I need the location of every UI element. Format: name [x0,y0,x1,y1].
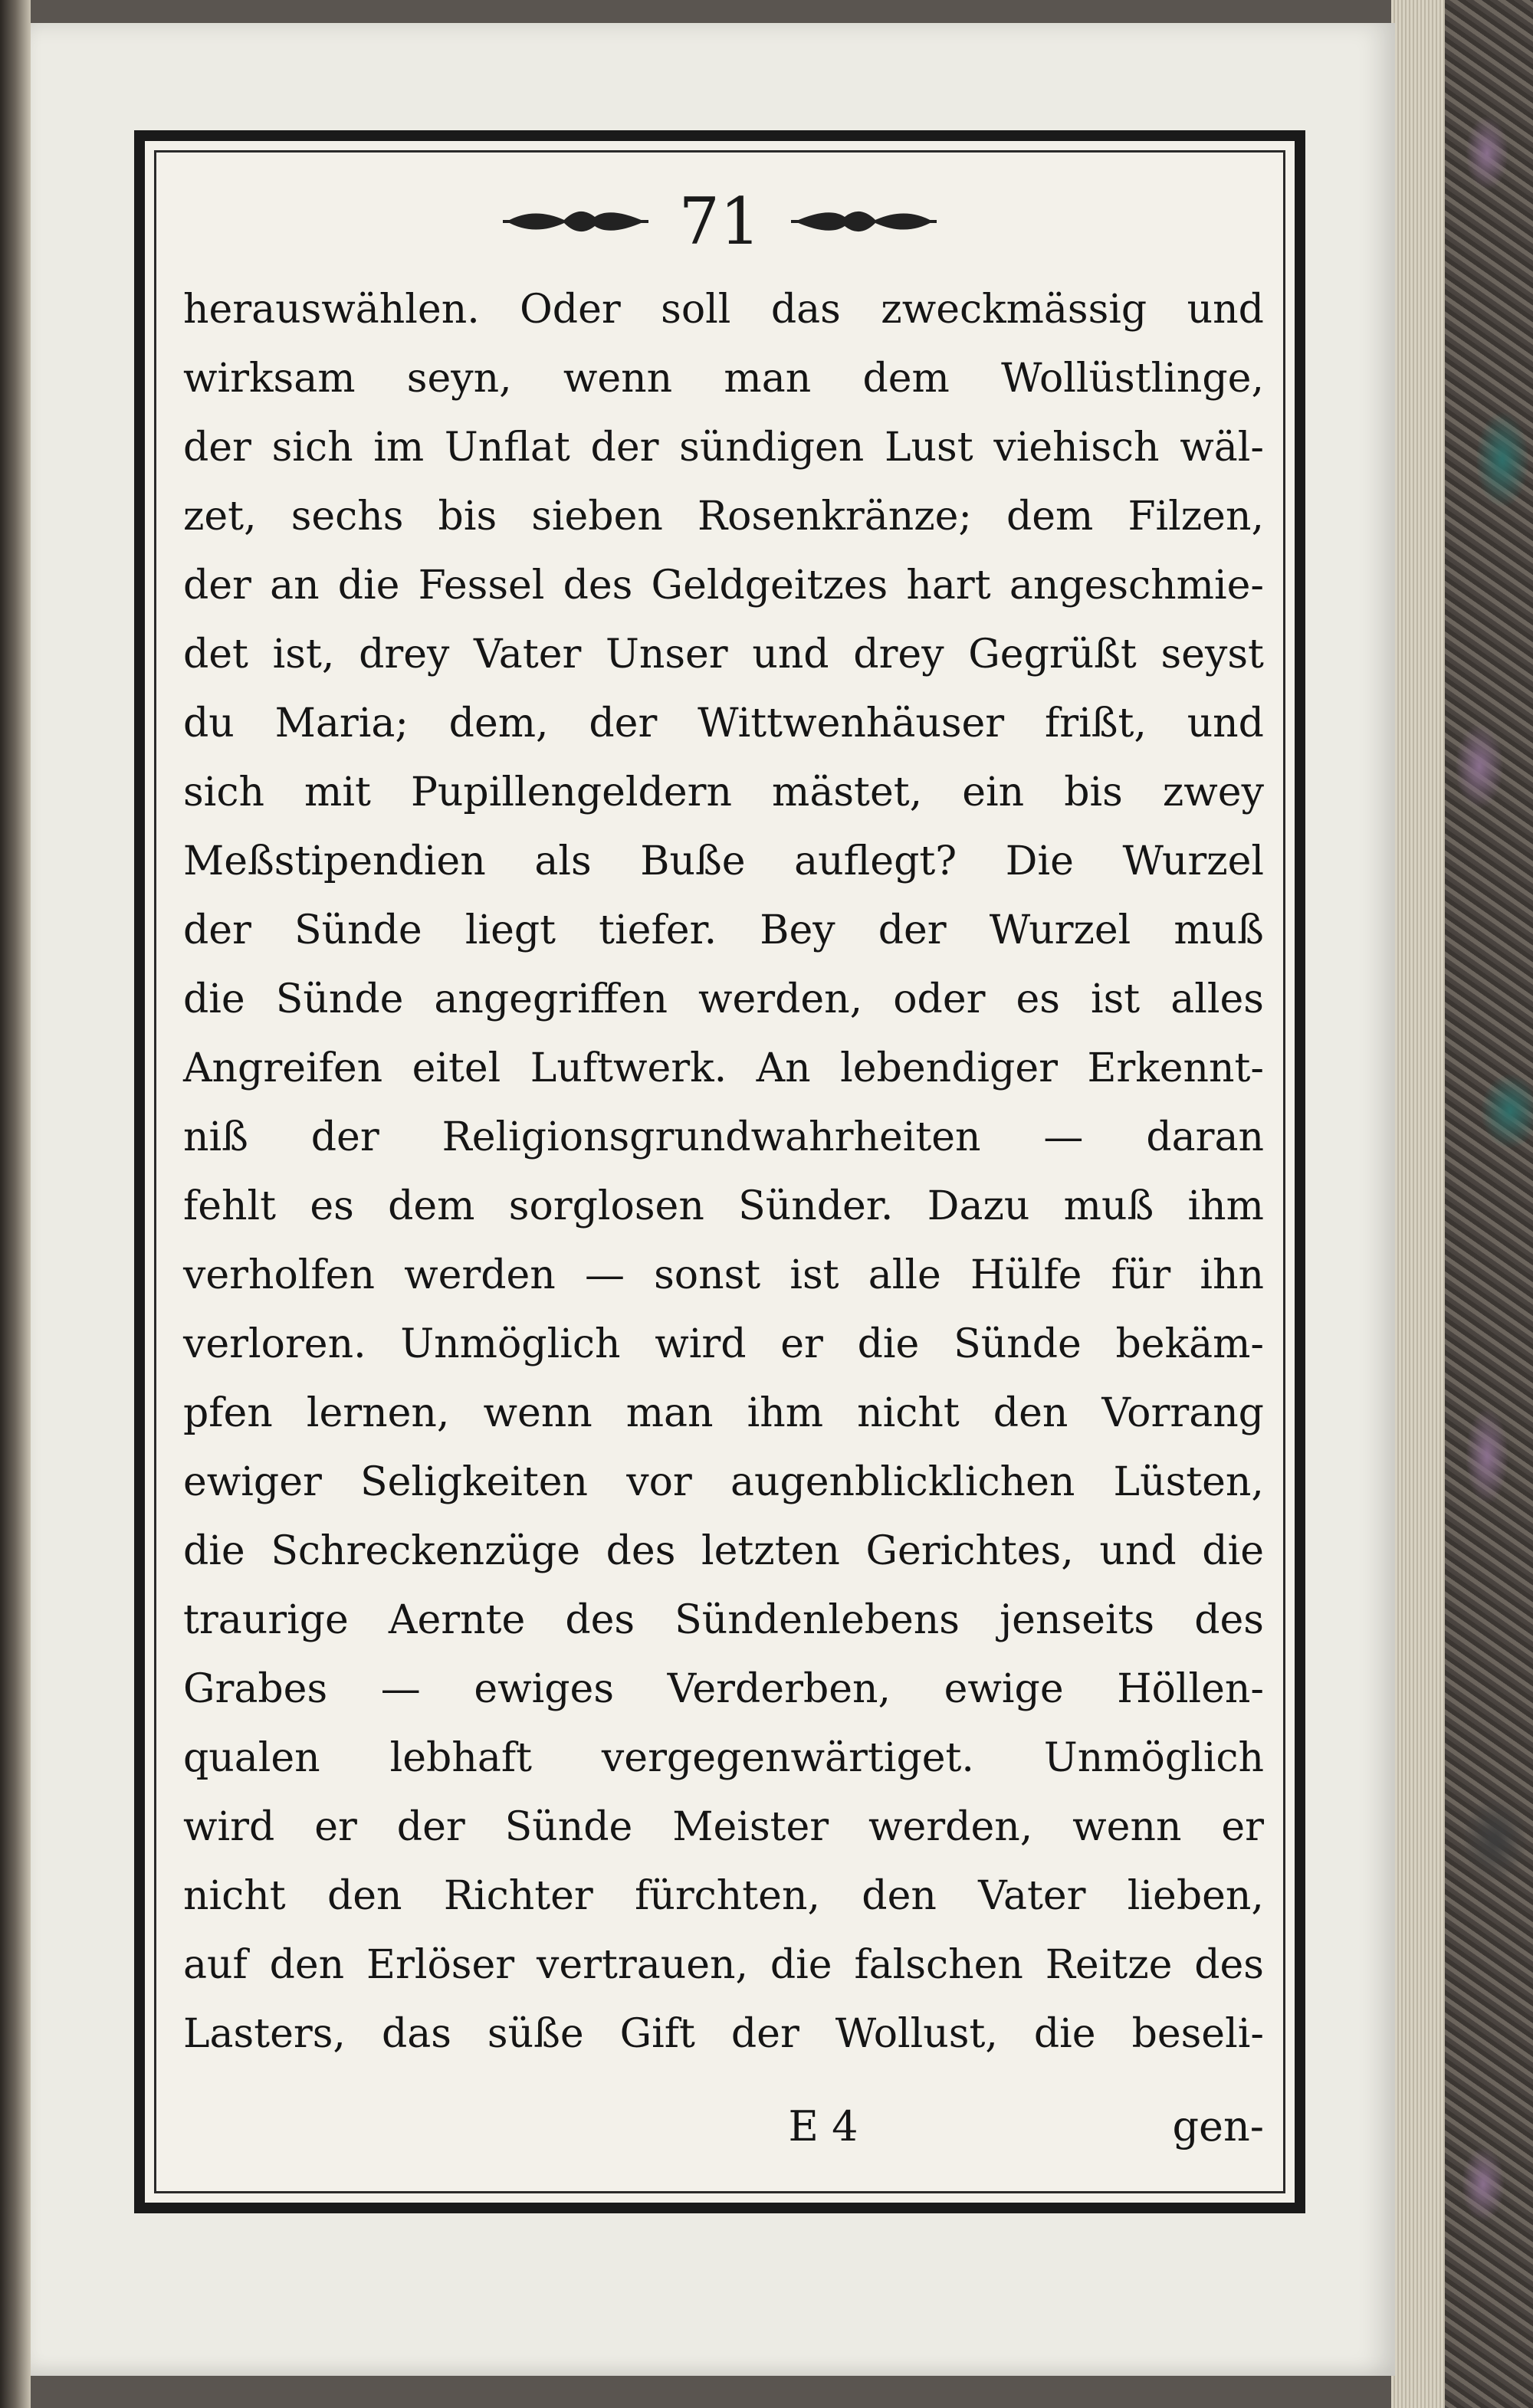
word: und [1187,700,1264,746]
word: des [606,1528,676,1574]
word: Verderben, [667,1666,891,1712]
word: Geldgeitzes [651,563,888,609]
text-line [183,758,1264,827]
word: Meister [672,1804,829,1850]
word: werden [404,1252,556,1298]
word: Gerichtes, [865,1528,1074,1574]
word: Angreifen [183,1045,383,1091]
text-line [183,1517,1264,1586]
word: an [270,563,320,609]
word: Vater [474,632,582,677]
word: wirksam [183,356,356,402]
word: det [183,632,248,677]
word: Grabes [183,1666,328,1712]
word: Religionsgrundwahrheiten [442,1114,981,1160]
word: Richter [443,1873,593,1919]
word: jenseits [1000,1597,1155,1643]
word: lebendiger [840,1045,1058,1091]
word: angeschmie- [1009,563,1264,609]
word: alles [1170,976,1264,1022]
word: Sünde [954,1321,1082,1367]
word: Vater [978,1873,1086,1919]
word: Lust [885,425,973,471]
word: bis [1064,769,1123,815]
word: mit [304,769,371,815]
word: vor [626,1459,692,1505]
word: sonst [654,1252,761,1298]
word: vertrauen, [536,1942,749,1988]
text-line [183,896,1264,965]
word: eitel [412,1045,501,1091]
word: Lüsten, [1113,1459,1264,1505]
word: beseli- [1131,2011,1264,2057]
word: Schreckenzüge [271,1528,581,1574]
page-block-edge [1391,0,1445,2408]
text-line [183,1862,1264,1931]
word: qualen [183,1735,320,1781]
word: dem [388,1183,475,1229]
word: Maria; [274,700,409,746]
word: Wollüstlinge, [1001,356,1264,402]
text-line [183,620,1264,689]
word: dem [862,356,950,402]
word: die [857,1321,920,1367]
word: er [314,1804,357,1850]
word: die [183,976,245,1022]
word: des [565,1597,635,1643]
word: Wollust, [835,2011,998,2057]
word: fehlt [183,1183,277,1229]
word: Sündenlebens [675,1597,960,1643]
word: den [993,1390,1069,1436]
word: ihm [1187,1183,1264,1229]
word: süße [487,2011,584,2057]
text-line [183,1103,1264,1172]
word: des [1194,1942,1264,1988]
word: auf [183,1942,248,1988]
text-line [183,1379,1264,1448]
word: viehisch [993,425,1160,471]
word: Hülfe [970,1252,1082,1298]
word: im [373,425,425,471]
word: Aernte [388,1597,526,1643]
word: der [730,2011,799,2057]
word: Unmöglich [400,1321,621,1367]
word: ihn [1200,1252,1264,1298]
text-line [183,344,1264,413]
word: das [381,2011,451,2057]
word: seyn, [406,356,512,402]
text-line [183,1448,1264,1517]
text-line [183,1586,1264,1655]
word: Filzen, [1128,494,1264,540]
word: die [1033,2011,1096,2057]
word: frißt, [1044,700,1147,746]
word: Luftwerk. [530,1045,727,1091]
word: als [534,838,592,884]
word: und [752,632,829,677]
word: man [625,1390,714,1436]
word: der [396,1804,465,1850]
word: herauswählen. [183,287,480,333]
word: Oder [520,287,621,333]
word: Erkennt- [1087,1045,1264,1091]
body-text [183,275,1264,2068]
word: die [337,563,400,609]
word: der [878,907,947,953]
right-ornament-icon [791,198,937,244]
text-line [183,689,1264,758]
word: werden, [698,976,863,1022]
word: Wurzel [989,907,1131,953]
marbled-cover-edge [1441,0,1533,2408]
word: — [380,1666,421,1712]
word: der [310,1114,379,1160]
word: Erlöser [366,1942,515,1988]
text-line [183,413,1264,482]
word: Höllen- [1117,1666,1264,1712]
word: dem [1006,494,1094,540]
text-line [183,275,1264,344]
word: bis [438,494,497,540]
word: ein [962,769,1025,815]
word: lebhaft [389,1735,532,1781]
word: es [310,1183,354,1229]
word: Gift [619,2011,695,2057]
word: und [1187,287,1264,333]
word: sündigen [679,425,865,471]
text-line [183,1724,1264,1793]
word: — [1043,1114,1084,1160]
word: sich [271,425,353,471]
word: falschen [854,1942,1023,1988]
word: muß [1063,1183,1154,1229]
word: der [183,907,251,953]
word: niß [183,1114,248,1160]
word: die [183,1528,245,1574]
word: den [269,1942,345,1988]
word: Sünde [294,907,422,953]
word: für [1111,1252,1171,1298]
word: der [590,425,659,471]
word: den [327,1873,402,1919]
word: lernen, [306,1390,450,1436]
word: Gegrüßt [968,632,1137,677]
word: nicht [857,1390,960,1436]
word: Lasters, [183,2011,346,2057]
text-line [183,1655,1264,1724]
word: werden, [868,1804,1033,1850]
word: mästet, [772,769,923,815]
word: bekäm- [1115,1321,1264,1367]
word: Pupillengeldern [410,769,732,815]
word: ihm [747,1390,824,1436]
printer-signature: E 4 [788,2101,858,2150]
page-footer [145,2091,1264,2160]
word: hart [906,563,991,609]
word: sich [183,769,264,815]
word: die [770,1942,832,1988]
word: sorglosen [508,1183,704,1229]
text-line [183,827,1264,896]
word: du [183,700,235,746]
word: sieben [531,494,663,540]
word: Rosenkränze; [697,494,972,540]
word: Wittwenhäuser [698,700,1005,746]
word: Sünde [504,1804,633,1850]
word: traurige [183,1597,349,1643]
word: seyst [1160,632,1264,677]
left-ornament-icon [503,198,648,244]
word: des [563,563,633,609]
word: Wurzel [1122,838,1264,884]
word: der [589,700,658,746]
word: den [862,1873,937,1919]
word: wird [655,1321,747,1367]
word: der [183,425,251,471]
word: er [780,1321,823,1367]
word: Buße [640,838,746,884]
printed-border-frame [134,130,1305,2213]
word: wenn [1072,1804,1182,1850]
word: wird [183,1804,275,1850]
word: Seligkeiten [360,1459,589,1505]
word: angegriffen [434,976,668,1022]
word: Fessel [418,563,545,609]
word: Bey [760,907,835,953]
word: An [756,1045,811,1091]
word: wenn [563,356,673,402]
word: Vorrang [1101,1390,1264,1436]
word: ist [789,1252,839,1298]
word: zweckmässig [881,287,1147,333]
word: auflegt? [794,838,957,884]
word: drey [359,632,450,677]
word: er [1221,1804,1264,1850]
text-line [183,551,1264,620]
word: ewiges [474,1666,615,1712]
word: und [1099,1528,1177,1574]
word: das [770,287,841,333]
word: Unmöglich [1043,1735,1264,1781]
word: letzten [701,1528,840,1574]
word: ewiger [183,1459,322,1505]
word: Sünder. [738,1183,894,1229]
word: wäl- [1180,425,1264,471]
word: soll [661,287,731,333]
word: Meßstipendien [183,838,486,884]
word: Sünde [275,976,404,1022]
text-line [183,965,1264,1034]
page-header [145,179,1295,264]
catchword: gen- [1172,2101,1264,2150]
text-line [183,1793,1264,1862]
word: pfen [183,1390,273,1436]
page-number: 71 [678,184,761,259]
word: verloren. [183,1321,366,1367]
text-line [183,1241,1264,1310]
text-line [183,2000,1264,2068]
word: Reitze [1045,1942,1173,1988]
word: zet, [183,494,257,540]
word: nicht [183,1873,286,1919]
word: man [724,356,812,402]
word: wenn [483,1390,593,1436]
word: der [183,563,251,609]
text-line [183,1034,1264,1103]
word: lieben, [1127,1873,1264,1919]
word: ist [1090,976,1141,1022]
word: zwey [1162,769,1264,815]
text-line [183,1931,1264,2000]
word: es [1016,976,1060,1022]
book-spine-edge [0,0,31,2408]
word: fürchten, [635,1873,820,1919]
word: Unflat [444,425,570,471]
word: Die [1005,838,1074,884]
text-line [183,1172,1264,1241]
word: muß [1174,907,1264,953]
text-line [183,482,1264,551]
word: verholfen [183,1252,375,1298]
text-line [183,1310,1264,1379]
word: liegt [464,907,556,953]
word: daran [1146,1114,1264,1160]
word: — [584,1252,625,1298]
word: des [1194,1597,1264,1643]
word: tiefer. [599,907,717,953]
word: ist, [272,632,335,677]
word: ewige [944,1666,1064,1712]
word: drey [853,632,944,677]
word: dem, [448,700,549,746]
word: vergegenwärtiget. [601,1735,974,1781]
word: die [1202,1528,1264,1574]
word: alle [868,1252,941,1298]
book-page [31,23,1395,2376]
word: oder [893,976,986,1022]
word: Dazu [927,1183,1030,1229]
word: augenblicklichen [730,1459,1075,1505]
word: sechs [291,494,404,540]
word: Unser [606,632,728,677]
